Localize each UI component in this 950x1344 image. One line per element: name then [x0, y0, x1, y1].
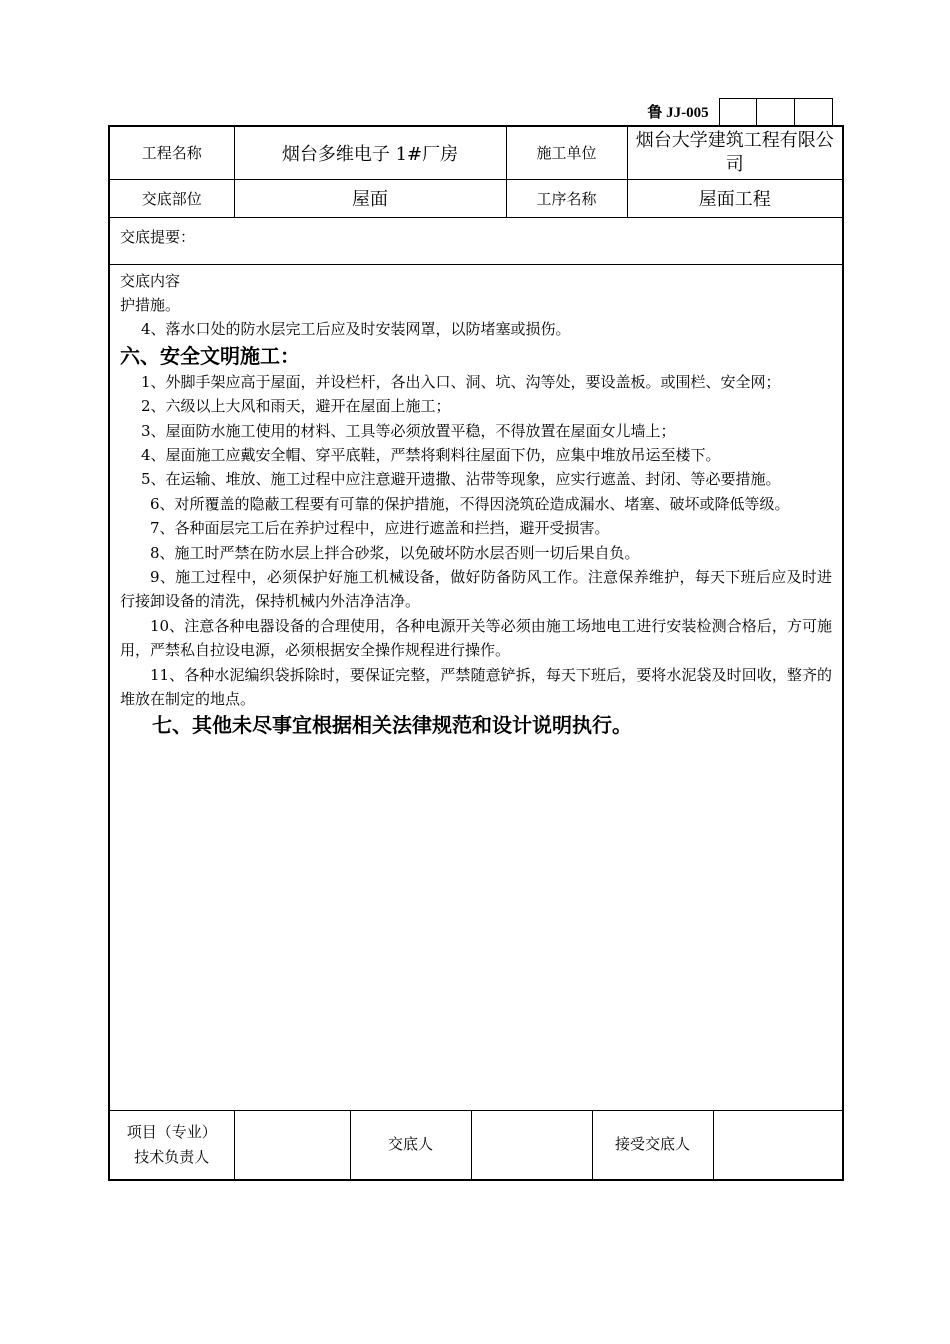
code-box: [757, 98, 795, 125]
safety-item: 5、在运输、堆放、施工过程中应注意避开遗撒、沾带等现象，应实行遮盖、封闭、等必要措施。: [141, 470, 781, 489]
section-7-title: 七、其他未尽事宜根据相关法律规范和设计说明执行。: [152, 713, 632, 738]
receiver-signature: [713, 1110, 843, 1180]
signature-row: [109, 1110, 843, 1180]
project-name-label: 工程名称: [109, 126, 234, 179]
document-code-row: [637, 98, 833, 125]
safety-item: 4、屋面施工应戴安全帽、穿平底鞋，严禁将剩料往屋面下仍，应集中堆放吊运至楼下。: [141, 445, 721, 464]
safety-item: 6、对所覆盖的隐蔽工程要有可靠的保护措施，不得因浇筑砼造成漏水、堵塞、破坏或降低等级。: [150, 494, 790, 513]
summary-row: [109, 217, 843, 264]
section-6-title: 六、安全文明施工：: [120, 343, 300, 368]
location-value: 屋面: [234, 179, 506, 217]
content-line: 4、落水口处的防水层完工后应及时安装网罩，以防堵塞或损伤。: [141, 320, 571, 339]
safety-item: 9、施工过程中，必须保护好施工机械设备，做好防备防风工作。注意保养维护，每天下班后应及时进行接卸设备的清洗，保持机械内外洁净洁净。: [120, 567, 833, 611]
contractor-label: 施工单位: [506, 126, 627, 179]
disclosure-content: [109, 264, 843, 1110]
safety-item: 8、施工时严禁在防水层上拌合砂浆，以免破坏防水层否则一切后果自负。: [150, 543, 640, 562]
location-row: [109, 179, 843, 217]
safety-item: 10、注意各种电器设备的合理使用，各种电源开关等必须由施工场地电工进行安装检测合格后，方可施用，严禁私自拉设电源，必须根据安全操作规程进行操作。: [120, 616, 833, 660]
contractor-value: 烟台大学建筑工程有限公司: [627, 126, 843, 179]
content-line: 护措施。: [120, 295, 181, 314]
tech-lead-label-line2: 技术负责人: [134, 1147, 210, 1166]
discloser-label: 交底人: [350, 1110, 471, 1180]
content-label: 交底内容: [120, 271, 181, 290]
safety-item: 1、外脚手架应高于屋面，并设栏杆，各出入口、洞、坑、沟等处，要设盖板。或围栏、安全网；: [141, 372, 781, 391]
content-row: [109, 264, 843, 1110]
safety-item: 2、六级以上大风和雨天，避开在屋面上施工；: [141, 397, 451, 416]
discloser-signature: [471, 1110, 592, 1180]
tech-lead-label-line1: 项目（专业）: [126, 1122, 217, 1141]
code-box: [719, 98, 757, 125]
tech-lead-signature: [234, 1110, 350, 1180]
location-label: 交底部位: [109, 179, 234, 217]
process-value: 屋面工程: [627, 179, 843, 217]
process-label: 工序名称: [506, 179, 627, 217]
safety-item: 3、屋面防水施工使用的材料、工具等必须放置平稳，不得放置在屋面女儿墙上；: [141, 421, 676, 440]
tech-lead-label: [109, 1110, 234, 1180]
safety-item: 7、各种面层完工后在养护过程中，应进行遮盖和拦挡，避开受损害。: [150, 519, 610, 538]
summary-label: 交底提要：: [109, 217, 843, 264]
receiver-label: 接受交底人: [592, 1110, 713, 1180]
code-box: [795, 98, 833, 125]
document-code: 鲁 JJ-005: [647, 105, 709, 121]
disclosure-form-table: [108, 125, 844, 1181]
safety-item: 11、各种水泥编织袋拆除时，要保证完整，严禁随意铲拆，每天下班后，要将水泥袋及时回收，整齐的堆放在制定的地点。: [120, 665, 833, 708]
project-row: [109, 126, 843, 179]
project-name-value: 烟台多维电子 1#厂房: [234, 126, 506, 179]
